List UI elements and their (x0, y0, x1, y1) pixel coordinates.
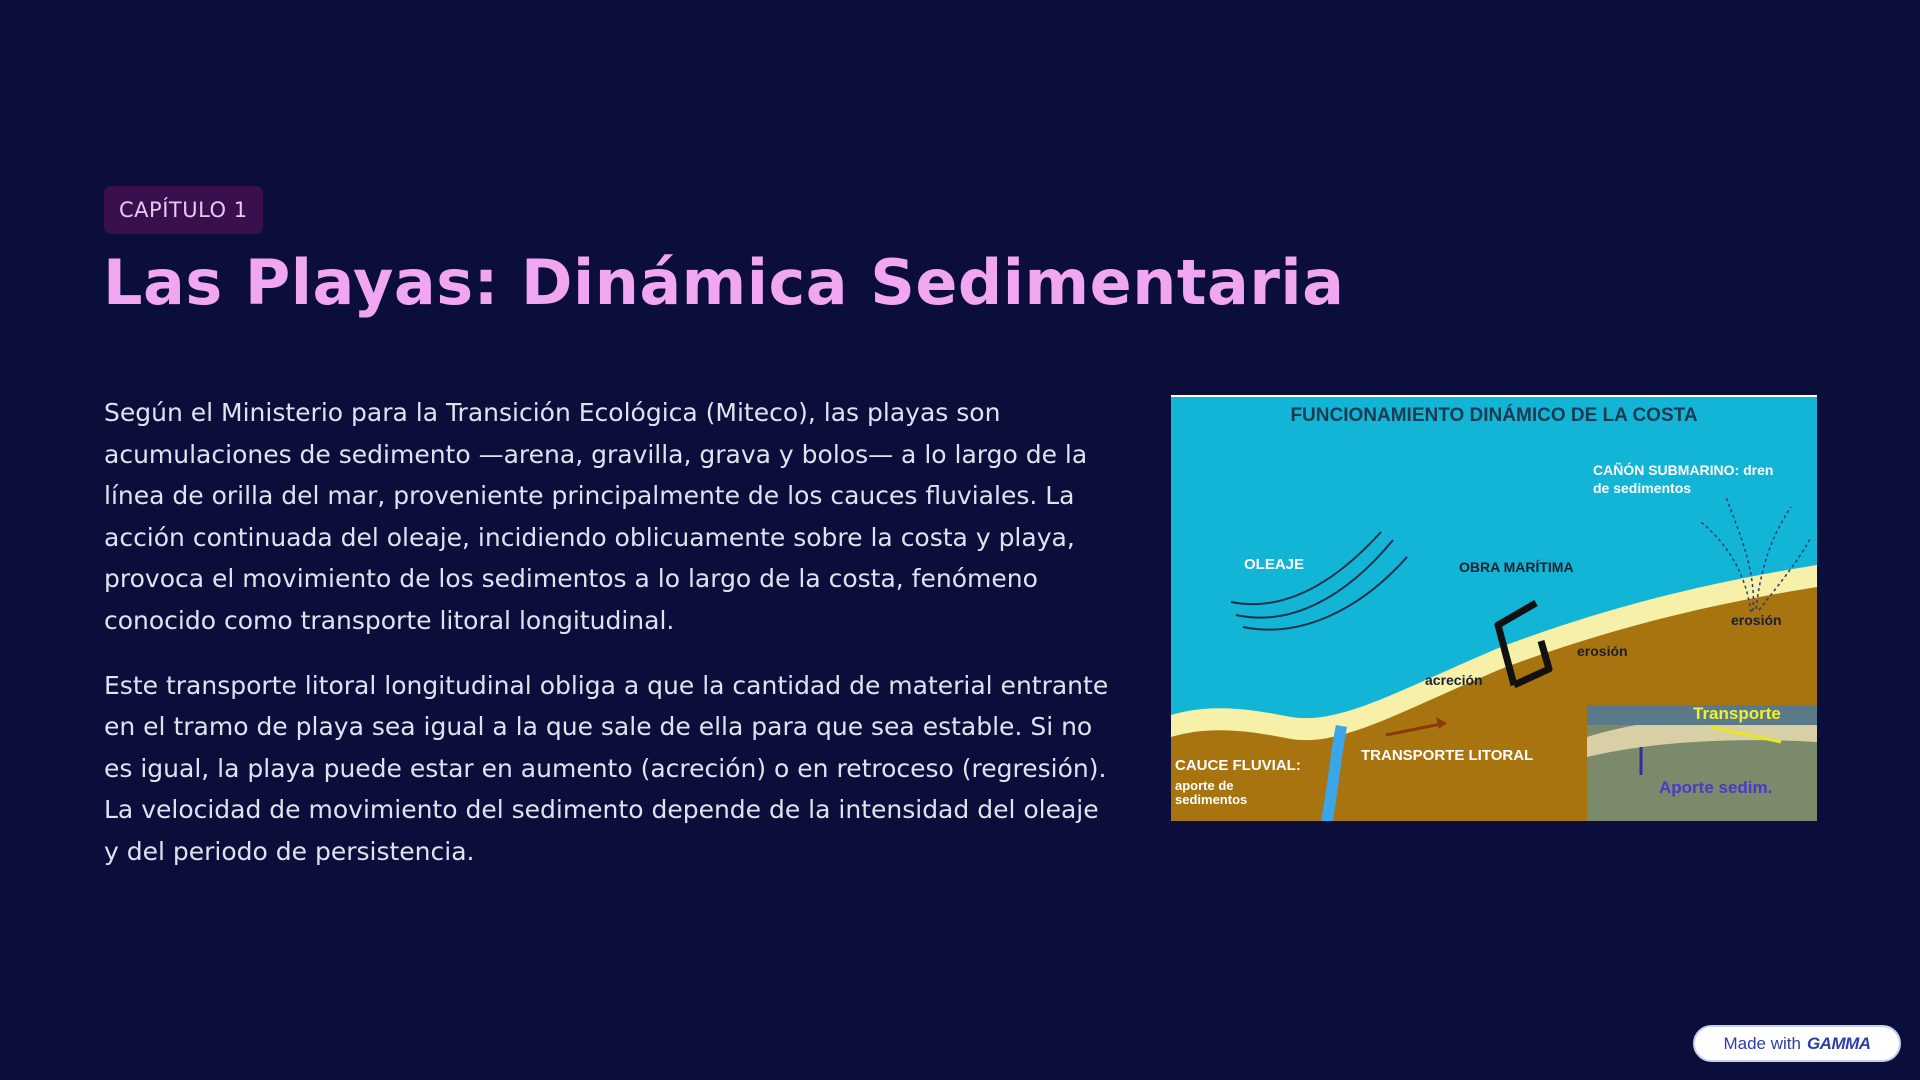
inset-aporte-label: Aporte sedim. (1659, 778, 1773, 797)
aporte-label-2: sedimentos (1175, 792, 1248, 807)
figure-title: FUNCIONAMIENTO DINÁMICO DE LA COSTA (1290, 405, 1698, 426)
paragraph-2: Este transporte litoral longitudinal obliga a que la cantidad de material entrante en el tramo de playa sea igual a la que sale de ella para que sea estable. Si no es igual, la playa puede estar en aumento (acreción) o en retroceso (regresión). La velocidad de movimiento del sedimento depende de la intensidad del oleaje y del periodo de persistencia. (104, 670, 1109, 866)
cauce-label: CAUCE FLUVIAL: (1175, 757, 1301, 774)
chapter-badge: CAPÍTULO 1 (104, 186, 263, 234)
coast-diagram (1171, 397, 1817, 821)
gamma-logo: GAMMA (1806, 1033, 1871, 1053)
acrecion-label: acreción (1425, 672, 1483, 688)
made-with-gamma-badge[interactable] (1693, 1025, 1901, 1062)
made-with-label: Made with (1723, 1033, 1801, 1053)
canon-label-2: de sedimentos (1593, 480, 1692, 496)
page-title: Las Playas: Dinámica Sedimentaria (103, 246, 1345, 319)
erosion-label-center: erosión (1577, 643, 1628, 659)
body-text (104, 392, 1114, 896)
paragraph-1: Según el Ministerio para la Transición Ecológica (Miteco), las playas son acumulaciones de sedimento —arena, gravilla, grava y bolos— a lo largo de la línea de orilla del mar, proveniente principalmente de los cauces fluviales. La acción continuada del oleaje, incidiendo oblicuamente sobre la costa y playa, provoca el movimiento de los sedimentos a lo largo de la costa, fenómeno conocido como transporte litoral longitudinal. (104, 398, 1088, 635)
coast-dynamics-image (1171, 395, 1817, 821)
inset-transporte-label: Transporte (1693, 704, 1781, 723)
erosion-label-right: erosión (1731, 612, 1782, 628)
transporte-litoral-label: TRANSPORTE LITORAL (1361, 747, 1534, 764)
obra-label: OBRA MARÍTIMA (1459, 559, 1574, 575)
canon-label-1: CAÑÓN SUBMARINO: dren (1593, 462, 1774, 478)
oleaje-label: OLEAJE (1244, 556, 1305, 573)
aporte-label-1: aporte de (1175, 778, 1234, 793)
